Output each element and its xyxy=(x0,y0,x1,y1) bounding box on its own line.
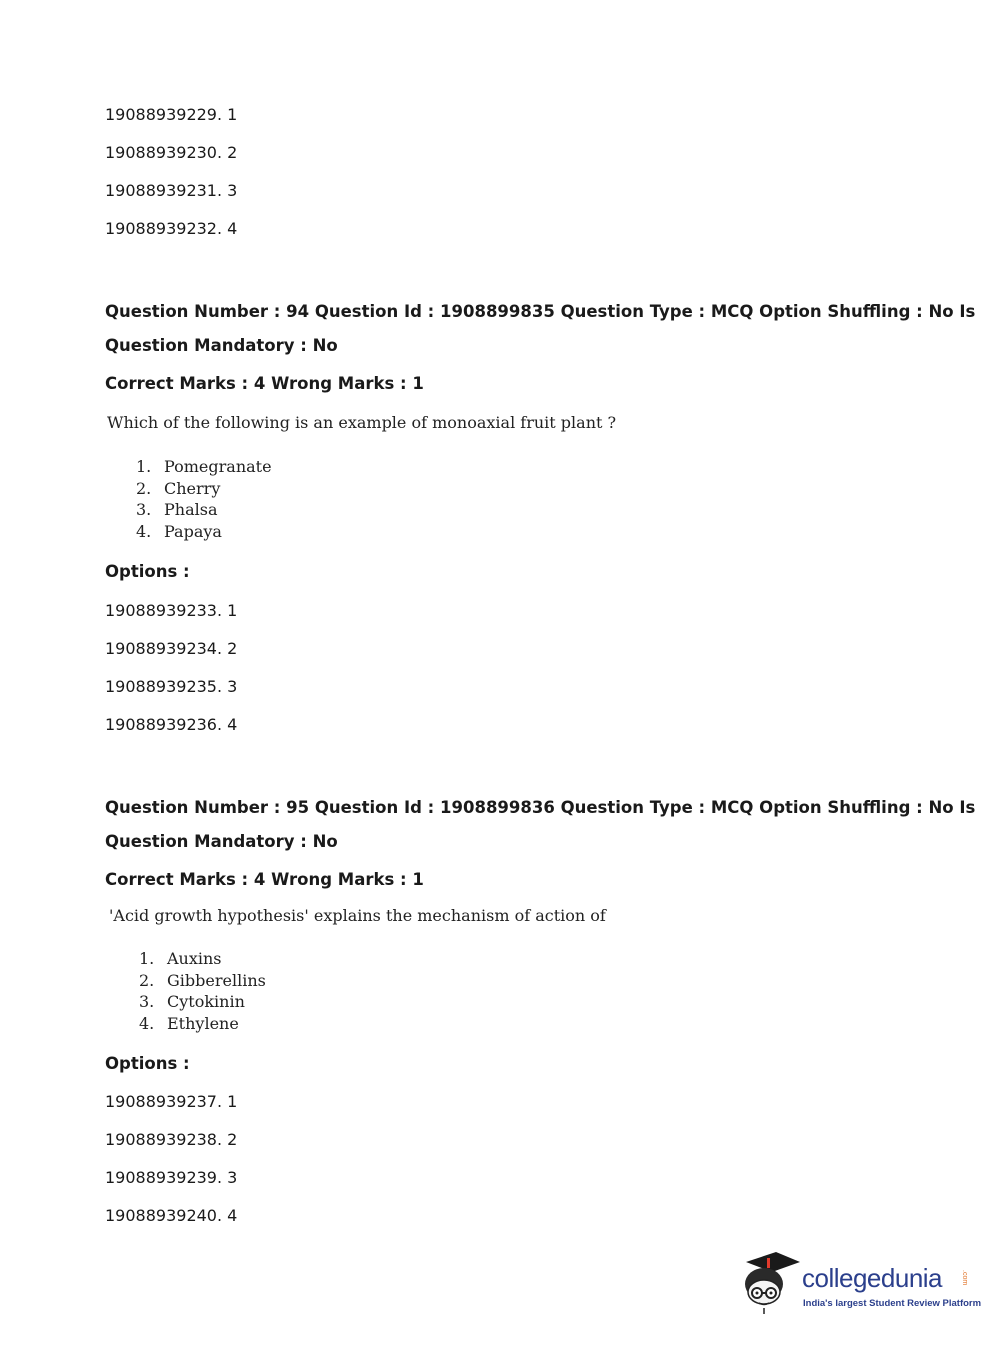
mascot-icon xyxy=(740,1248,802,1318)
option-item: 19088939238. 2 xyxy=(105,1130,238,1149)
options-label: Options : xyxy=(105,1054,190,1073)
choice-item: 2. Gibberellins xyxy=(139,970,266,990)
option-item: 19088939240. 4 xyxy=(105,1206,238,1225)
choice-item: 1. Auxins xyxy=(139,949,222,968)
option-item: 19088939235. 3 xyxy=(105,677,238,696)
option-item: 19088939230. 2 xyxy=(105,143,238,162)
collegedunia-logo xyxy=(740,1248,982,1318)
options-label: Options : xyxy=(105,562,190,581)
option-item: 19088939236. 4 xyxy=(105,715,238,734)
question-marks: Correct Marks : 4 Wrong Marks : 1 xyxy=(105,870,424,889)
brand-tagline: India's largest Student Review Platform xyxy=(803,1298,982,1309)
question-header: Question Number : 94 Question Id : 1908899835 Question Type : MCQ Option Shuffling : No Is xyxy=(105,302,976,321)
choice-item: 3. Cytokinin xyxy=(139,992,245,1012)
question-mandatory: Question Mandatory : No xyxy=(105,336,338,355)
choice-item: 2. Cherry xyxy=(136,478,221,498)
option-item: 19088939237. 1 xyxy=(105,1092,238,1111)
option-item: 19088939232. 4 xyxy=(105,219,238,238)
brand-name: collegedunia xyxy=(802,1263,943,1293)
choice-item: 4. Papaya xyxy=(136,522,222,542)
choice-item: 1. Pomegranate xyxy=(136,457,272,476)
choice-list xyxy=(136,456,272,543)
brand-suffix: .com xyxy=(961,1270,968,1286)
option-item: 19088939234. 2 xyxy=(105,639,238,658)
choice-item: 4. Ethylene xyxy=(139,1014,239,1034)
choice-item: 3. Phalsa xyxy=(136,500,218,520)
choice-list xyxy=(139,948,266,1035)
option-item: 19088939229. 1 xyxy=(105,105,238,124)
option-item: 19088939231. 3 xyxy=(105,181,238,200)
option-item: 19088939233. 1 xyxy=(105,601,238,620)
question-text: 'Acid growth hypothesis' explains the mechanism of action of xyxy=(109,906,606,925)
question-text: Which of the following is an example of monoaxial fruit plant ? xyxy=(107,413,617,432)
option-item: 19088939239. 3 xyxy=(105,1168,238,1187)
question-header: Question Number : 95 Question Id : 1908899836 Question Type : MCQ Option Shuffling : No Is xyxy=(105,798,976,817)
question-marks: Correct Marks : 4 Wrong Marks : 1 xyxy=(105,374,424,393)
question-mandatory: Question Mandatory : No xyxy=(105,832,338,851)
